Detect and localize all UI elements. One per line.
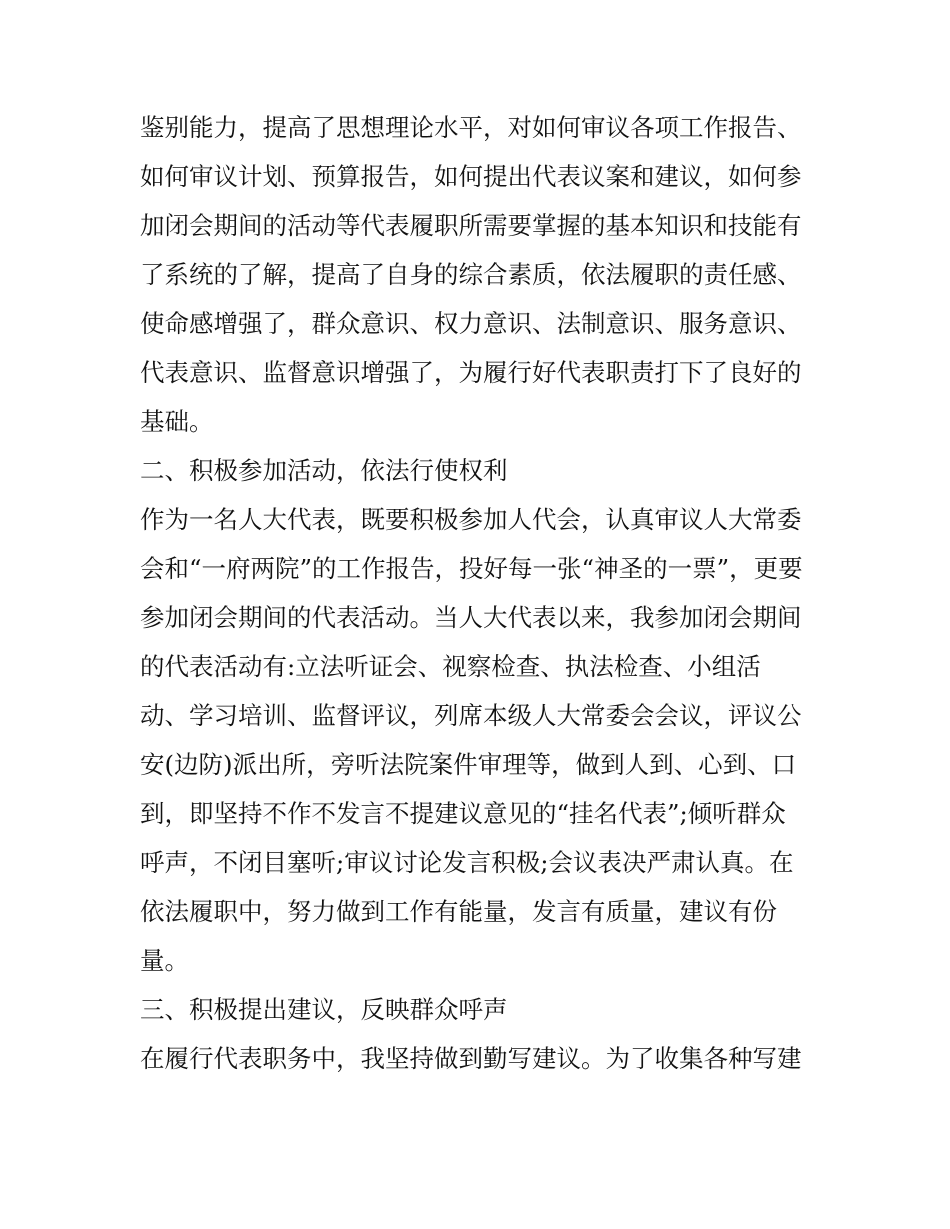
text-line: 了系统的了解，提高了自身的综合素质，依法履职的责任感、 [140,260,802,289]
text-line: 作为一名人大代表，既要积极参加人代会，认真审议人大常委 [140,505,802,534]
text-line: 安(边防)派出所，旁听法院案件审理等，做到人到、心到、口 [140,750,797,779]
text-line: 基础。 [140,407,214,436]
text-line: 量。 [140,946,189,975]
text-line: 参加闭会期间的代表活动。当人大代表以来，我参加闭会期间 [140,603,802,632]
text-line: 会和“一府两院”的工作报告，投好每一张“神圣的一票”，更要 [140,554,803,583]
text-line: 动、学习培训、监督评议，列席本级人大常委会会议，评议公 [140,701,802,730]
text-line: 如何审议计划、预算报告，如何提出代表议案和建议，如何参 [140,162,802,191]
text-line: 呼声，不闭目塞听;审议讨论发言积极;会议表决严肃认真。在 [140,848,794,877]
section-heading: 三、积极提出建议，反映群众呼声 [140,995,508,1024]
text-line: 使命感增强了，群众意识、权力意识、法制意识、服务意识、 [140,309,802,338]
text-line: 到，即坚持不作不发言不提建议意见的“挂名代表”;倾听群众 [140,799,786,828]
text-line: 加闭会期间的活动等代表履职所需要掌握的基本知识和技能有 [140,211,802,240]
text-line: 的代表活动有:立法听证会、视察检查、执法检查、小组活 [140,652,761,681]
text-line: 依法履职中，努力做到工作有能量，发言有质量，建议有份 [140,897,777,926]
document-body [140,103,820,1083]
text-line: 在履行代表职务中，我坚持做到勤写建议。为了收集各种写建 [140,1044,802,1073]
section-heading: 二、积极参加活动，依法行使权利 [140,456,508,485]
text-line: 鉴别能力，提高了思想理论水平，对如何审议各项工作报告、 [140,113,802,142]
text-line: 代表意识、监督意识增强了，为履行好代表职责打下了良好的 [140,358,802,387]
